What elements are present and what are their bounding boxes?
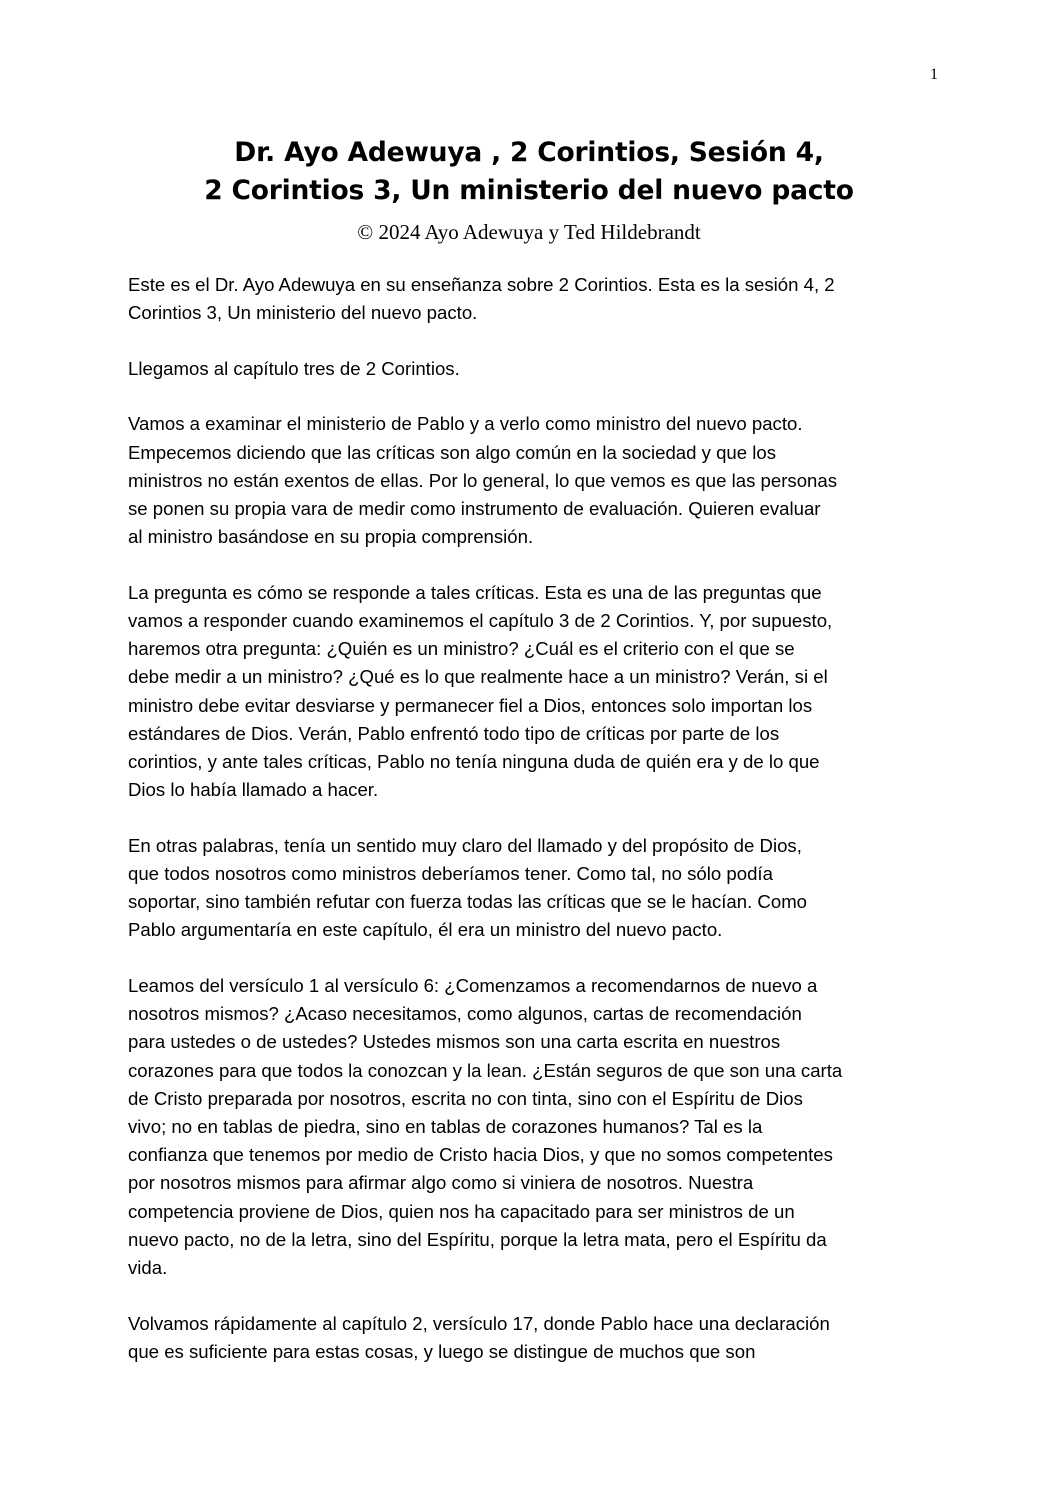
page-number: 1 <box>930 66 938 83</box>
title-line-1: Dr. Ayo Adewuya , 2 Corintios, Sesión 4, <box>234 137 824 168</box>
paragraph-line: competencia proviene de Dios, quien nos ha capacitado para ser ministros de un <box>128 1200 795 1222</box>
paragraph <box>128 832 928 945</box>
paragraph-line: soportar, sino también refutar con fuerza todas las críticas que se le hacían. Como <box>128 891 808 913</box>
paragraph-line: que es suficiente para estas cosas, y luego se distingue de muchos que son <box>128 1340 756 1362</box>
paragraph-line: La pregunta es cómo se responde a tales críticas. Esta es una de las preguntas que <box>128 581 822 603</box>
paragraph <box>128 579 928 805</box>
paragraph-line: confianza que tenemos por medio de Cristo hacia Dios, y que no somos competentes <box>128 1144 833 1166</box>
paragraph <box>128 271 928 327</box>
paragraph-line: para ustedes o de ustedes? Ustedes mismos son una carta escrita en nuestros <box>128 1031 781 1053</box>
title-line-2: 2 Corintios 3, Un ministerio del nuevo pacto <box>204 175 854 206</box>
paragraph-line: por nosotros mismos para afirmar algo como si viniera de nosotros. Nuestra <box>128 1172 754 1194</box>
paragraph-line: Dios lo había llamado a hacer. <box>128 779 379 801</box>
paragraph-line: Este es el Dr. Ayo Adewuya en su enseñanza sobre 2 Corintios. Esta es la sesión 4, 2 <box>128 274 835 295</box>
document-title <box>100 134 958 210</box>
paragraph-line: de Cristo preparada por nosotros, escrita no con tinta, sino con el Espíritu de Dios <box>128 1087 803 1109</box>
paragraph-line: vida. <box>128 1257 168 1279</box>
paragraph-line: Volvamos rápidamente al capítulo 2, versículo 17, donde Pablo hace una declaración <box>128 1312 830 1334</box>
copyright-line: © 2024 Ayo Adewuya y Ted Hildebrandt <box>357 220 701 244</box>
paragraph-line: Vamos a examinar el ministerio de Pablo y a verlo como ministro del nuevo pacto. <box>128 413 803 435</box>
paragraph-line: En otras palabras, tenía un sentido muy claro del llamado y del propósito de Dios, <box>128 834 802 856</box>
paragraph-line: Llegamos al capítulo tres de 2 Corintios. <box>128 357 460 379</box>
paragraph-line: corintios, y ante tales críticas, Pablo no tenía ninguna duda de quién era y de lo que <box>128 751 820 773</box>
paragraph-line: que todos nosotros como ministros deberíamos tener. Como tal, no sólo podía <box>128 863 773 885</box>
paragraph-line: vivo; no en tablas de piedra, sino en tablas de corazones humanos? Tal es la <box>128 1116 763 1138</box>
paragraph-line: Corintios 3, Un ministerio del nuevo pacto. <box>128 302 478 324</box>
paragraph-line: ministro debe evitar desviarse y permanecer fiel a Dios, entonces solo importan los <box>128 694 813 716</box>
paragraph-line: nuevo pacto, no de la letra, sino del Espíritu, porque la letra mata, pero el Espíritu da <box>128 1228 827 1250</box>
paragraph-line: Empecemos diciendo que las críticas son algo común en la sociedad y que los <box>128 441 777 463</box>
document-body <box>128 271 928 1393</box>
paragraph-line: nosotros mismos? ¿Acaso necesitamos, como algunos, cartas de recomendación <box>128 1003 802 1025</box>
paragraph-line: debe medir a un ministro? ¿Qué es lo que realmente hace a un ministro? Verán, si el <box>128 666 828 688</box>
paragraph-line: al ministro basándose en su propia comprensión. <box>128 526 534 548</box>
paragraph <box>128 410 928 551</box>
paragraph <box>128 355 928 383</box>
paragraph-line: vamos a responder cuando examinemos el capítulo 3 de 2 Corintios. Y, por supuesto, <box>128 610 833 631</box>
paragraph-line: Pablo argumentaría en este capítulo, él era un ministro del nuevo pacto. <box>128 919 723 941</box>
paragraph-line: Leamos del versículo 1 al versículo 6: ¿Comenzamos a recomendarnos de nuevo a <box>128 975 818 997</box>
paragraph-line: corazones para que todos la conozcan y la lean. ¿Están seguros de que son una carta <box>128 1059 843 1081</box>
paragraph <box>128 972 928 1282</box>
paragraph-line: se ponen su propia vara de medir como instrumento de evaluación. Quieren evaluar <box>128 498 821 519</box>
paragraph-line: ministros no están exentos de ellas. Por lo general, lo que vemos es que las personas <box>128 469 838 491</box>
paragraph <box>128 1310 928 1366</box>
paragraph-line: estándares de Dios. Verán, Pablo enfrentó todo tipo de críticas por parte de los <box>128 722 780 744</box>
paragraph-line: haremos otra pregunta: ¿Quién es un ministro? ¿Cuál es el criterio con el que se <box>128 638 795 660</box>
